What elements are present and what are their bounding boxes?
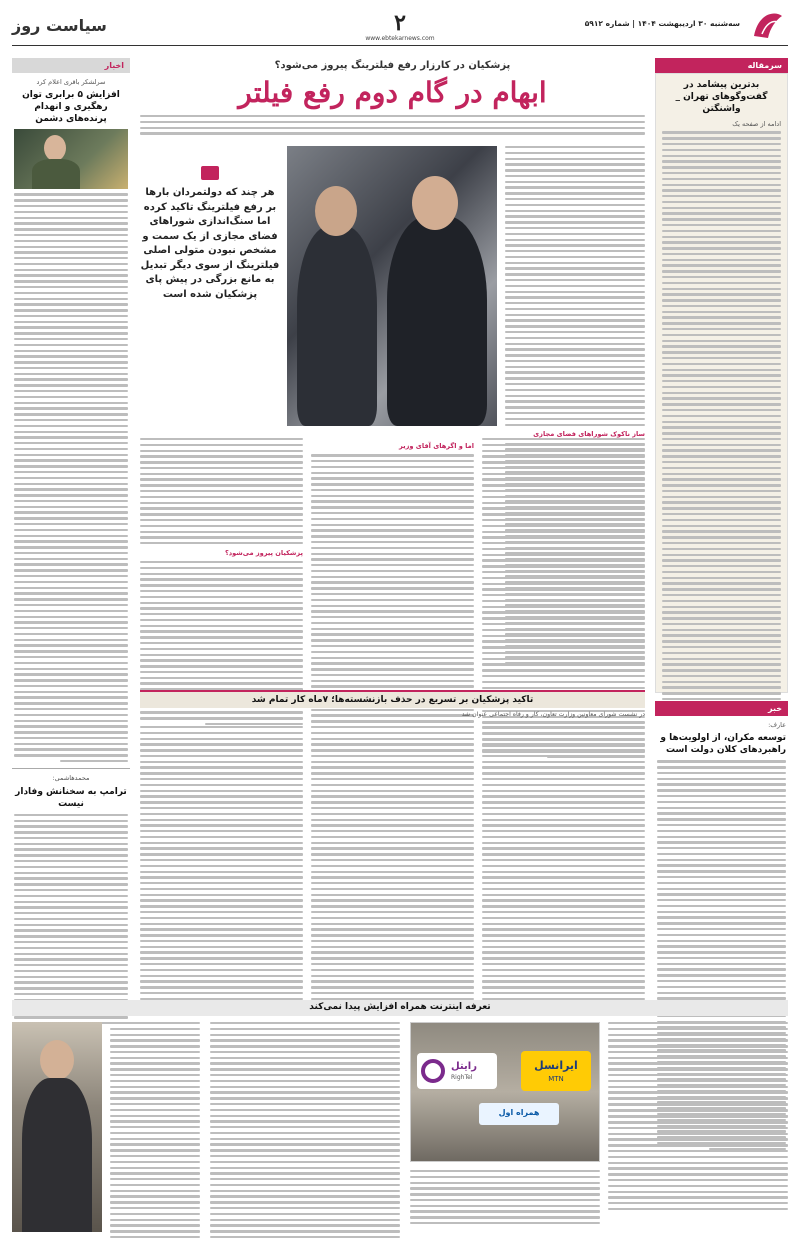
page-number: ۲ xyxy=(394,10,406,36)
main-text-column-4 xyxy=(140,438,303,729)
news-section-label: اخبار xyxy=(12,58,130,73)
section-title: سیاست روز xyxy=(12,16,107,35)
news-item-bagheri xyxy=(12,73,130,762)
secondary-body xyxy=(140,726,645,1015)
pull-quote-text: هر چند که دولتمردان بارها بر رفع فیلترینگ تاکید کرده اما سنگ‌اندازی شوراهای فضای مجازی از یک سمت و مشخص نبودن متولی اصلی فیلترینگ از سوی دیگر تبدیل به مانع بزرگی در پیش پای پزشکیان شده است xyxy=(140,187,280,300)
main-photo xyxy=(287,146,497,426)
news-title: توسعه مکران، از اولویت‌ها و راهبردهای کلان دولت است xyxy=(660,733,786,756)
pull-quote xyxy=(140,146,280,426)
bottom-text-col-1b xyxy=(608,1098,788,1214)
bottom-text-col-2 xyxy=(410,1170,600,1228)
editorial-continued: ادامه از صفحه یک xyxy=(732,120,781,129)
main-lead xyxy=(140,115,645,135)
main-article xyxy=(140,58,645,818)
main-kicker: پزشکیان در کارزار رفع فیلترینگ پیروز می‌شود؟ xyxy=(274,60,511,71)
irancell-logo: ایرانسل MTN xyxy=(521,1051,591,1091)
subhead-victory: پزشکیان پیروز می‌شود؟ xyxy=(224,548,303,557)
bottom-headline: تعرفه اینترنت همراه افزایش پیدا نمی‌کند xyxy=(12,1000,788,1016)
subhead-councils: ساز ناکوک شوراهای فضای مجازی xyxy=(533,430,645,439)
right-column xyxy=(655,58,788,1157)
news2-kicker: محمدهاشمی: xyxy=(52,774,90,783)
editorial-title: بدترین پیشامد در گفت‌وگوهای تهران _ واشنگتن xyxy=(675,80,768,115)
news2-body xyxy=(14,814,128,1025)
subhead-minister: اما و اگر‌های آقای وزیر xyxy=(399,442,474,450)
editorial-body xyxy=(662,131,781,706)
bottom-text-col-4 xyxy=(110,1022,200,1240)
editorial-box xyxy=(655,73,788,693)
parliament-photo xyxy=(411,1023,599,1161)
secondary-kicker: در نشست شورای معاونین وزارت تعاون، کار و رفاه اجتماعی عنوان شد xyxy=(461,711,645,718)
website-url[interactable]: www.ebtekarnews.com xyxy=(365,35,435,42)
main-headline: ابهام در گام دوم رفع فیلتر xyxy=(238,75,547,109)
news-item-hashemi xyxy=(12,768,130,1031)
news-label: خبر xyxy=(655,701,788,716)
ghalibaf-photo xyxy=(12,1022,102,1232)
news1-kicker: سرلشکر باقری اعلام کرد xyxy=(36,78,106,86)
news1-body xyxy=(14,193,128,762)
news1-title: افزایش ۵ برابری توان رهگیری و انهدام پرنده‌های دشمن xyxy=(22,90,120,125)
bagheri-photo xyxy=(14,129,128,189)
operators-ad xyxy=(410,1022,600,1162)
editorial-label: سرمقاله xyxy=(655,58,788,73)
masthead xyxy=(12,6,788,46)
issue-date: سه‌شنبه ۳۰ اردیبهشت ۱۴۰۴ | شماره ۵۹۱۲ xyxy=(584,19,740,28)
left-column xyxy=(12,58,130,1032)
quote-icon xyxy=(201,166,219,180)
hamrah-aval-logo: همراه اول xyxy=(479,1103,559,1125)
news-kicker: عارف: xyxy=(768,721,786,729)
bottom-text-col-3 xyxy=(210,1022,400,1240)
secondary-headline: تاکید پزشکیان بر تسریع در حذف بازنشسته‌ها؛ ۷ماه کار تمام شد xyxy=(140,690,645,708)
news2-title: ترامپ به سخنانش وفادار نیست xyxy=(15,786,127,809)
rightel-logo: رایتل RighTel xyxy=(417,1053,497,1089)
newspaper-logo xyxy=(748,6,788,44)
